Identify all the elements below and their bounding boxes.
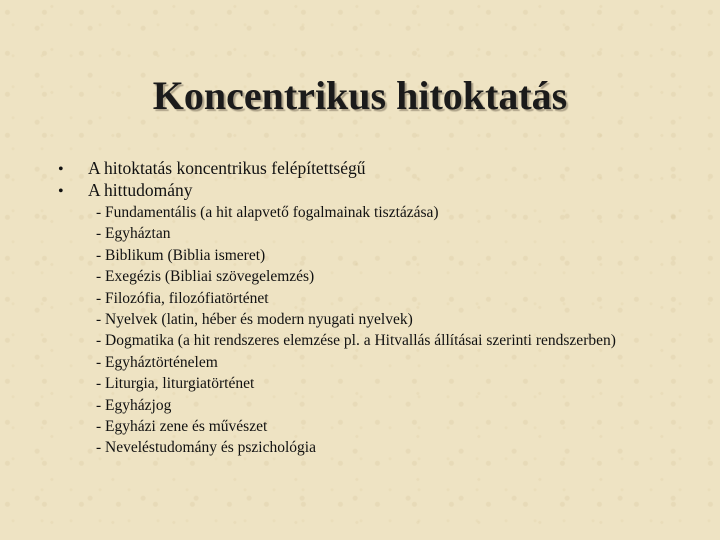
list-item: - Egyházi zene és művészet bbox=[96, 418, 268, 436]
bullet-text: A hitoktatás koncentrikus felépítettségű bbox=[88, 158, 366, 178]
list-item: - Filozófia, filozófiatörténet bbox=[96, 289, 269, 307]
slide-title: Koncentrikus hitoktatás bbox=[152, 73, 568, 118]
list-item: - Exegézis (Bibliai szövegelemzés) bbox=[96, 268, 315, 286]
list-item: - Fundamentális (a hit alapvető fogalmainak tisztázása) bbox=[96, 204, 439, 221]
bullet-item bbox=[58, 179, 678, 201]
theology-subject-list bbox=[96, 202, 656, 459]
list-item: - Egyháztörténelem bbox=[96, 353, 218, 371]
list-item: - Biblikum (Biblia ismeret) bbox=[96, 246, 266, 264]
slide-content bbox=[58, 157, 678, 459]
bullet-icon: • bbox=[58, 183, 64, 200]
list-item: - Liturgia, liturgiatörténet bbox=[96, 375, 255, 393]
list-item: - Dogmatika (a hit rendszeres elemzése pl. a Hitvallás állításai szerinti rendszerben) bbox=[96, 332, 616, 350]
list-item: - Egyházjog bbox=[96, 396, 172, 414]
bullet-icon: • bbox=[58, 161, 64, 178]
bullet-item bbox=[58, 157, 678, 179]
list-item: - Nyelvek (latin, héber és modern nyugati nyelvek) bbox=[96, 311, 413, 329]
list-item: - Egyháztan bbox=[96, 225, 171, 243]
bullet-text: A hittudomány bbox=[88, 180, 193, 200]
list-item: - Neveléstudomány és pszichológia bbox=[96, 439, 316, 457]
